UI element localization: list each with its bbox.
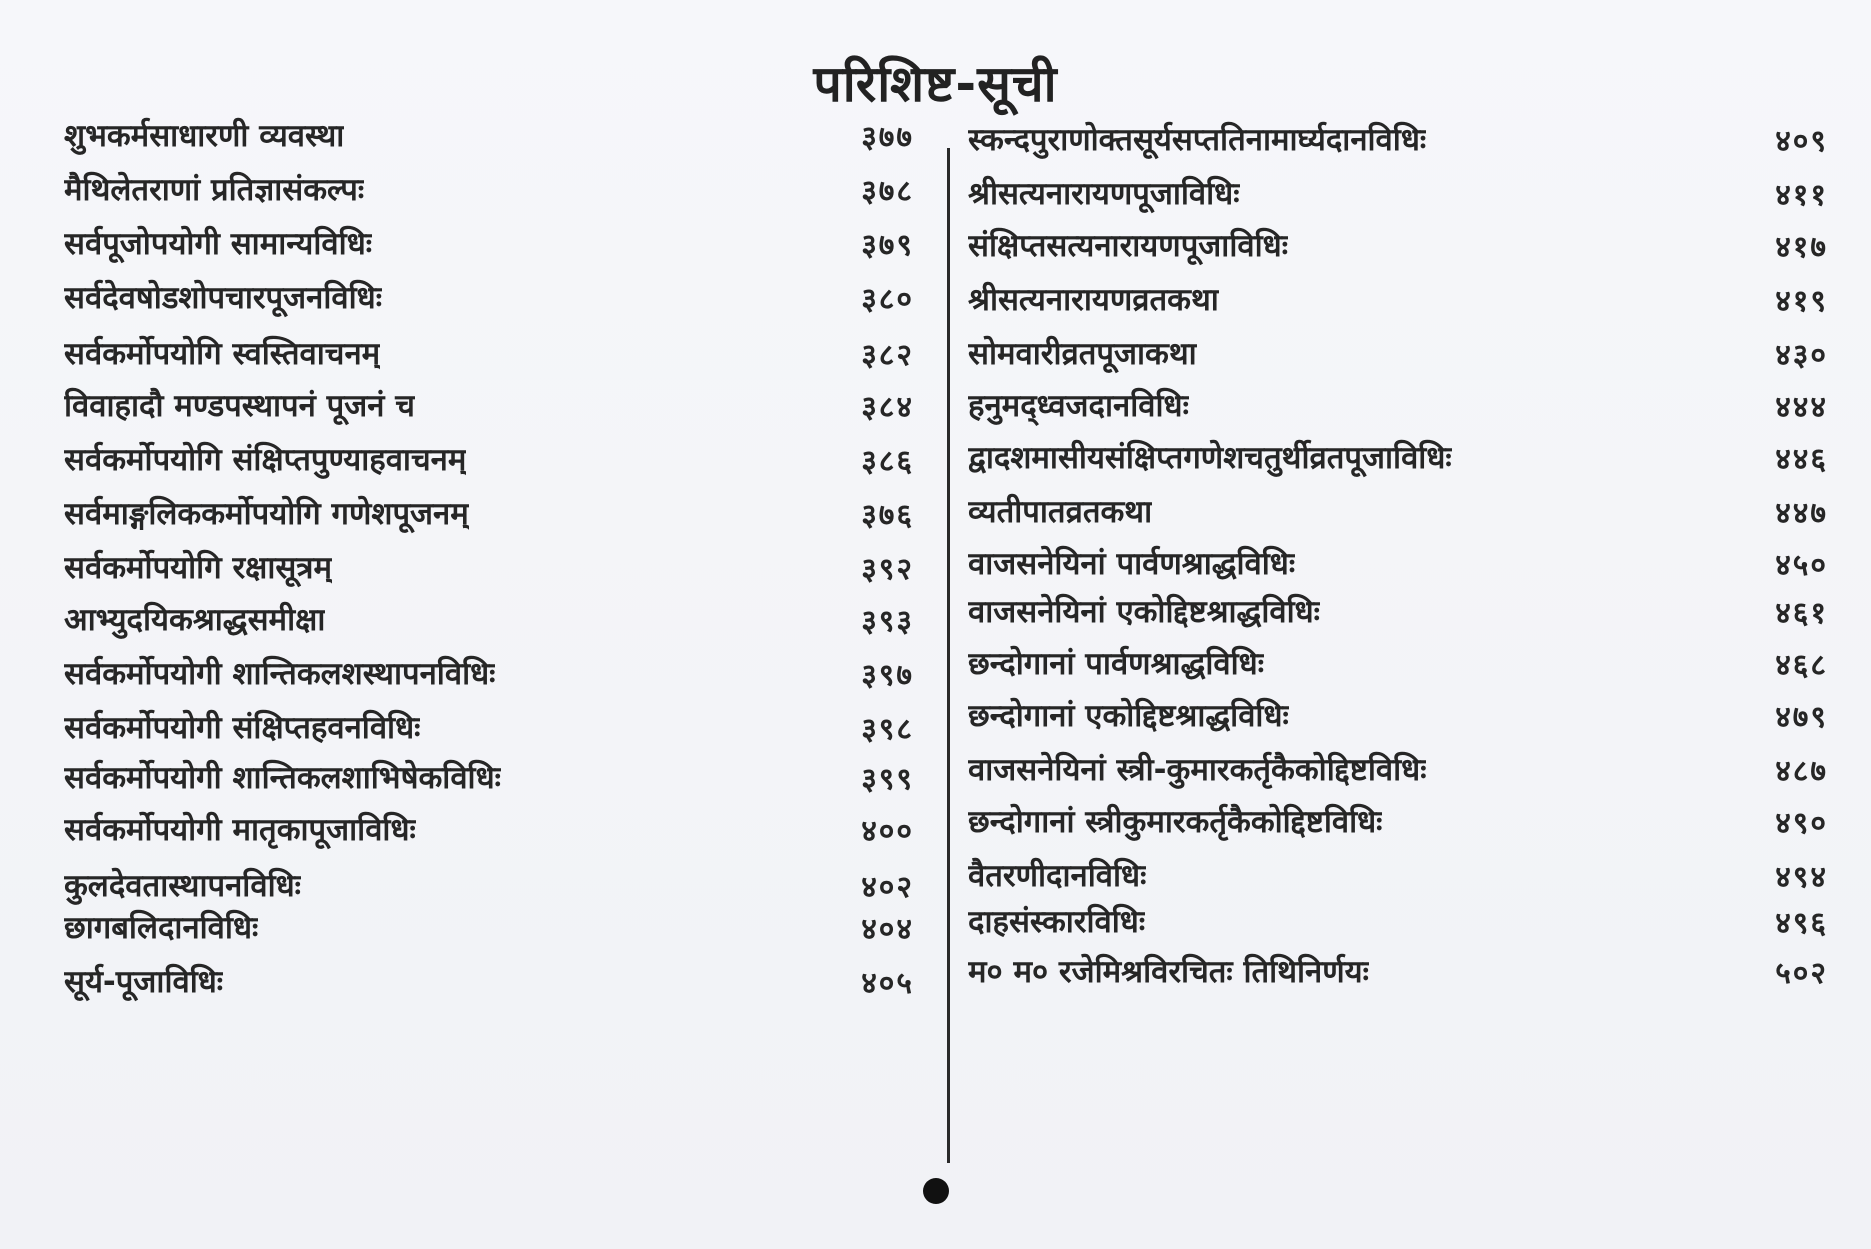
- toc-entry-page-number: ४००: [861, 813, 914, 849]
- toc-entry-page-number: ३९२: [861, 551, 914, 587]
- toc-entry: [64, 801, 914, 857]
- toc-entry-page-number: ४९०: [1775, 805, 1828, 841]
- toc-entry: [64, 269, 914, 325]
- toc-entry: [64, 377, 914, 433]
- toc-entry-page-number: ३९३: [861, 603, 914, 639]
- toc-entry-title: दाहसंस्कारविधिः: [968, 904, 1146, 940]
- toc-entry: [64, 107, 914, 163]
- toc-entry-title: द्वादशमासीयसंक्षिप्तगणेशचतुर्थीव्रतपूजाविधिः: [968, 440, 1452, 476]
- toc-entry: [968, 271, 1828, 327]
- toc-entry: [968, 687, 1828, 743]
- toc-entry-page-number: ४०५: [861, 965, 914, 1001]
- toc-entry-page-number: ३८२: [861, 337, 914, 373]
- toc-entry-page-number: ४०४: [861, 911, 914, 947]
- toc-entry: [968, 111, 1828, 167]
- toc-entry-title: हनुमद्ध्वजदानविधिः: [968, 388, 1189, 424]
- toc-entry-title: सर्वकर्मोपयोगि रक्षासूत्रम्: [64, 550, 332, 586]
- toc-entry: [64, 899, 914, 955]
- toc-entry: [64, 215, 914, 271]
- toc-entry-title: सर्वकर्मोपयोगि संक्षिप्तपुण्याहवाचनम्: [64, 442, 467, 478]
- toc-entry: [968, 483, 1828, 539]
- toc-entry: [968, 793, 1828, 849]
- toc-entry: [64, 161, 914, 217]
- toc-entry-title: छन्दोगानां एकोद्दिष्टश्राद्धविधिः: [968, 698, 1289, 734]
- toc-entry: [968, 325, 1828, 381]
- toc-entry-title: सर्वमाङ्गलिककर्मोपयोगि गणेशपूजनम्: [64, 496, 469, 532]
- toc-entry: [64, 749, 914, 805]
- column-divider: [947, 148, 950, 1163]
- toc-entry: [64, 953, 914, 1009]
- toc-entry-page-number: ४४४: [1775, 389, 1828, 425]
- toc-entry: [968, 165, 1828, 221]
- page-dot-mark: [923, 1178, 949, 1204]
- toc-entry-title: सर्वकर्मोपयोगी संक्षिप्तहवनविधिः: [64, 710, 421, 746]
- toc-entry: [968, 377, 1828, 433]
- toc-entry-title: सूर्य-पूजाविधिः: [64, 964, 224, 1000]
- toc-entry: [64, 591, 914, 647]
- toc-entry-page-number: ४९४: [1775, 859, 1828, 895]
- toc-entry: [968, 943, 1828, 999]
- toc-entry-title: वाजसनेयिनां एकोद्दिष्टश्राद्धविधिः: [968, 594, 1320, 630]
- toc-entry: [968, 583, 1828, 639]
- toc-entry: [64, 431, 914, 487]
- toc-entry-title: सोमवारीव्रतपूजाकथा: [968, 336, 1197, 372]
- toc-entry-page-number: ४३०: [1775, 337, 1828, 373]
- toc-entry-page-number: ३७९: [861, 227, 914, 263]
- toc-entry-page-number: ४९६: [1775, 905, 1828, 941]
- toc-entry-title: विवाहादौ मण्डपस्थापनं पूजनं च: [64, 388, 415, 424]
- page-title: परिशिष्ट-सूची: [813, 55, 1058, 113]
- toc-entry-title: छन्दोगानां स्त्रीकुमारकर्तृकैकोद्दिष्टविधिः: [968, 804, 1383, 840]
- toc-entry-title: वाजसनेयिनां पार्वणश्राद्धविधिः: [968, 546, 1296, 582]
- toc-entry-page-number: ५०२: [1775, 955, 1828, 991]
- toc-entry-title: सर्वपूजोपयोगी सामान्यविधिः: [64, 226, 373, 262]
- toc-entry-title: सर्वकर्मोपयोगि स्वस्तिवाचनम्: [64, 336, 381, 372]
- toc-entry-title: संक्षिप्तसत्यनारायणपूजाविधिः: [968, 228, 1288, 264]
- toc-entry: [968, 217, 1828, 273]
- toc-entry-page-number: ४४६: [1775, 441, 1828, 477]
- toc-entry-title: सर्वकर्मोपयोगी मातृकापूजाविधिः: [64, 812, 416, 848]
- toc-entry: [64, 645, 914, 701]
- toc-entry-page-number: ४०९: [1775, 123, 1828, 159]
- toc-entry: [64, 325, 914, 381]
- toc-entry-page-number: ३८०: [861, 281, 914, 317]
- toc-entry: [968, 429, 1828, 485]
- toc-entry-title: व्यतीपातव्रतकथा: [968, 494, 1153, 530]
- toc-entry-page-number: ३७६: [861, 497, 914, 533]
- toc-entry-title: सर्वकर्मोपयोगी शान्तिकलशाभिषेकविधिः: [64, 760, 501, 796]
- toc-entry-title: म० म० रजेमिश्रविरचितः तिथिनिर्णयः: [968, 954, 1369, 990]
- toc-entry-title: श्रीसत्यनारायणपूजाविधिः: [968, 176, 1240, 212]
- toc-entry-title: आभ्युदयिकश्राद्धसमीक्षा: [64, 602, 326, 638]
- toc-entry-title: वैतरणीदानविधिः: [968, 858, 1147, 894]
- toc-entry-page-number: ४६८: [1775, 647, 1828, 683]
- toc-entry-title: श्रीसत्यनारायणव्रतकथा: [968, 282, 1219, 318]
- toc-entry: [968, 741, 1828, 797]
- toc-entry: [64, 539, 914, 595]
- toc-entry-page-number: ३७८: [861, 173, 914, 209]
- toc-entry-page-number: ३८४: [861, 389, 914, 425]
- toc-entry-title: छागबलिदानविधिः: [64, 910, 259, 946]
- toc-entry-page-number: ३९७: [861, 657, 914, 693]
- toc-entry-page-number: ३९८: [861, 711, 914, 747]
- toc-entry: [64, 699, 914, 755]
- toc-entry-page-number: ४५०: [1775, 547, 1828, 583]
- toc-entry-page-number: ४६१: [1775, 595, 1828, 631]
- toc-entry-title: स्कन्दपुराणोक्तसूर्यसप्ततिनामार्घ्यदानविधिः: [968, 122, 1427, 158]
- toc-entry-page-number: ३९९: [861, 761, 914, 797]
- toc-entry-page-number: ४१९: [1775, 283, 1828, 319]
- toc-entry: [968, 893, 1828, 949]
- toc-entry-page-number: ३७७: [861, 119, 914, 155]
- toc-entry-title: छन्दोगानां पार्वणश्राद्धविधिः: [968, 646, 1264, 682]
- toc-entry-page-number: ४१७: [1775, 229, 1828, 265]
- toc-entry-title: सर्वदेवषोडशोपचारपूजनविधिः: [64, 280, 382, 316]
- toc-entry-title: सर्वकर्मोपयोगी शान्तिकलशस्थापनविधिः: [64, 656, 496, 692]
- toc-entry-title: वाजसनेयिनां स्त्री-कुमारकर्तृकैकोद्दिष्टविधिः: [968, 752, 1427, 788]
- toc-entry-title: कुलदेवतास्थापनविधिः: [64, 868, 301, 904]
- toc-entry-page-number: ३८६: [861, 443, 914, 479]
- toc-entry-page-number: ४८७: [1775, 753, 1828, 789]
- toc-entry-page-number: ४४७: [1775, 495, 1828, 531]
- toc-entry-page-number: ४११: [1775, 177, 1828, 213]
- toc-entry: [968, 635, 1828, 691]
- toc-entry-title: मैथिलेतराणां प्रतिज्ञासंकल्पः: [64, 172, 365, 208]
- toc-entry: [64, 485, 914, 541]
- toc-entry-page-number: ४७९: [1775, 699, 1828, 735]
- toc-entry-page-number: ४०२: [861, 869, 914, 905]
- toc-entry-title: शुभकर्मसाधारणी व्यवस्था: [64, 118, 345, 154]
